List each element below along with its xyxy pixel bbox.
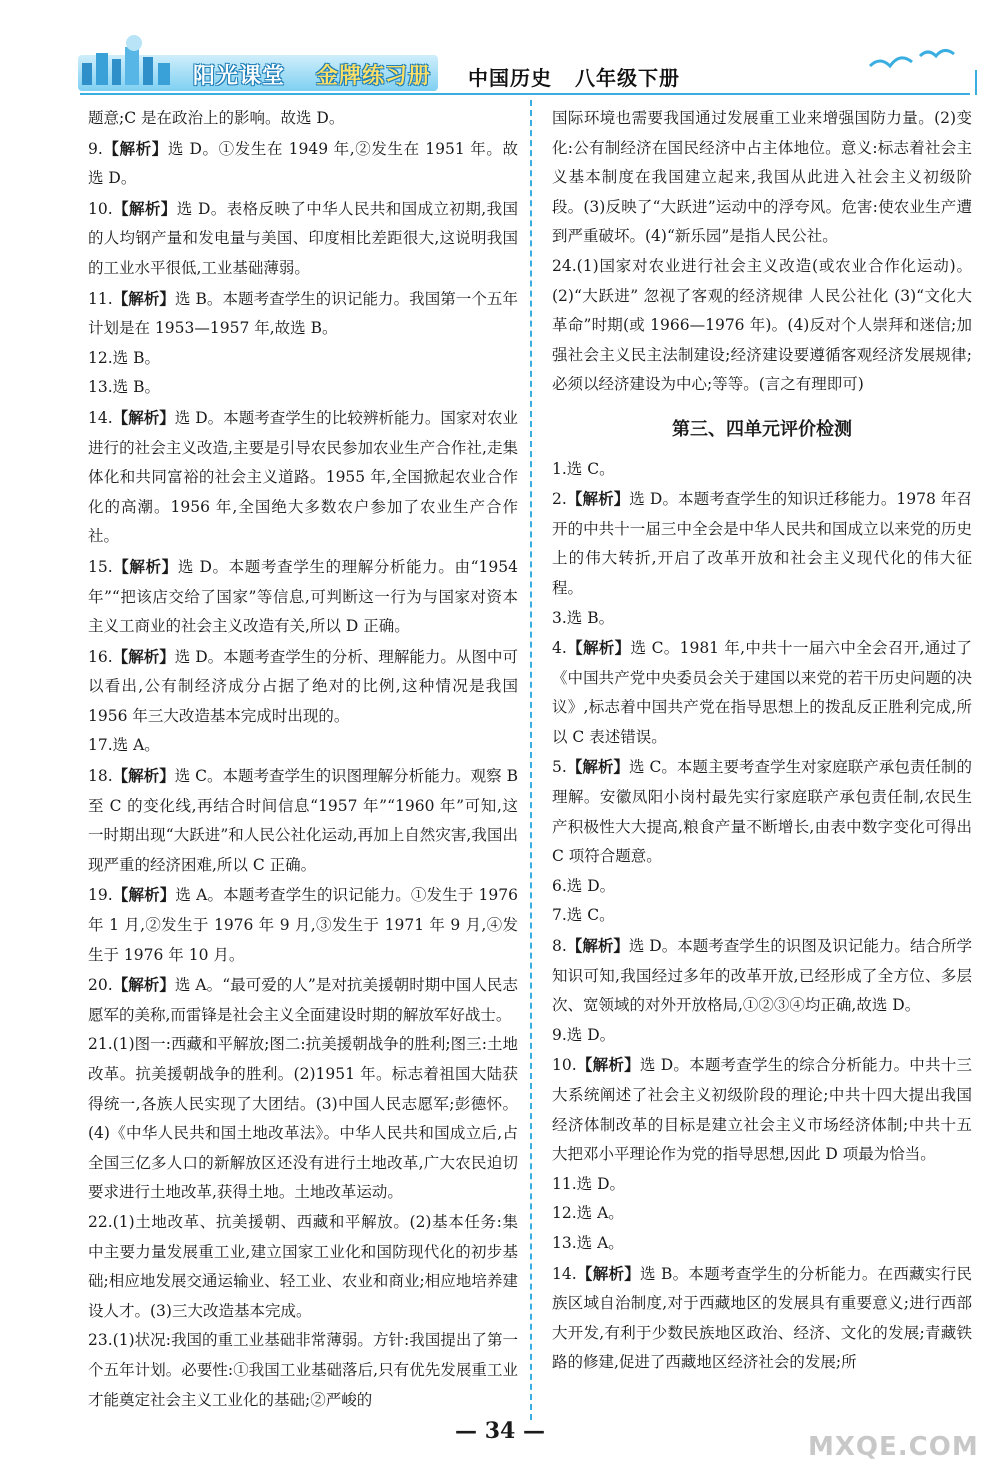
- answer-item: [88, 731, 518, 761]
- analysis-label: 【解析】: [112, 407, 175, 427]
- answer-item: [88, 761, 518, 880]
- brand-banner: [78, 55, 438, 91]
- answer-item: [88, 344, 518, 374]
- answer-item: [88, 1208, 518, 1326]
- answer-text: 选 B。本题考查学生的分析能力。在西藏实行民族区域自治制度,对于西藏地区的发展具有重要意义;进行西部大开发,有利于少数民族地区政治、经济、文化的发展;青藏铁路的修建,促进了西藏地区经济社会的发展;所: [552, 1264, 972, 1372]
- answer-number: 8.: [552, 937, 567, 956]
- answer-number: 17.: [88, 736, 113, 755]
- answer-text: 选 D。本题考查学生的综合分析能力。中共十三大系统阐述了社会主义初级阶段的理论;中共十四大提出我国经济体制改革的目标是建立社会主义市场经济体制;中共十五大把邓小平理论作为党的指导思想,因此 D 项最为恰当。: [552, 1056, 972, 1164]
- analysis-label: 【解析】: [112, 556, 178, 576]
- answer-item: [552, 1259, 972, 1378]
- analysis-label: 【解析】: [576, 1263, 641, 1283]
- answer-number: 6.: [552, 876, 567, 895]
- analysis-label: 【解析】: [112, 646, 175, 666]
- answer-number: 5.: [552, 758, 567, 777]
- answer-number: 20.: [88, 976, 113, 995]
- answer-number: 21.: [88, 1035, 113, 1054]
- analysis-label: 【解析】: [566, 757, 629, 777]
- series-logo: 阳光课堂: [193, 64, 286, 89]
- page-number: — 34 —: [455, 1418, 545, 1444]
- analysis-label: 【解析】: [566, 638, 631, 658]
- answer-number: 23.: [88, 1331, 113, 1350]
- answer-item: [552, 1050, 972, 1169]
- answer-number: 3.: [552, 608, 567, 627]
- answer-text: (1)图一:西藏和平解放;图二:抗美援朝战争的胜利;图三:土地改革。抗美援朝战争的胜利。(2)1951 年。标志着祖国大陆获得统一,各族人民实现了大团结。(3)中国人民志愿军;彭德怀。(4)《中华人民共和国土地改革法》。中华人民共和国成立后,占全国三亿多人口的新解放区还没有进行土地改革,广大农民迫切要求进行土地改革,获得土地。土地改革运动。: [88, 1035, 518, 1202]
- answer-text: (1)状况:我国的重工业基础非常薄弱。方针:我国提出了第一个五年计划。必要性:①我国工业基础落后,只有优先发展重工业才能奠定社会主义工业化的基础;②严峻的: [88, 1331, 518, 1409]
- answer-text: 题意;C 是在政治上的影响。故选 D。: [88, 109, 345, 127]
- answer-text: 选 D。: [576, 1174, 626, 1193]
- answer-item: [88, 403, 518, 552]
- answer-number: 19.: [88, 886, 113, 905]
- answer-text: 选 A。“最可爱的人”是对抗美援朝时期中国人民志愿军的美称,而雷锋是社会主义全面建设时期的解放军好战士。: [88, 976, 518, 1024]
- subject-title: 中国历史: [468, 66, 552, 90]
- answer-number: 15.: [88, 557, 113, 576]
- answer-number: 10.: [552, 1056, 577, 1075]
- answer-item: [88, 970, 518, 1030]
- answer-item: [88, 552, 518, 642]
- analysis-label: 【解析】: [112, 198, 177, 218]
- analysis-label: 【解析】: [102, 138, 168, 158]
- answer-item: [88, 642, 518, 732]
- answer-item: [552, 1199, 972, 1229]
- answer-number: 24.: [552, 256, 577, 275]
- series-brand: 金牌练习册: [316, 64, 432, 89]
- answer-text: 选 D。本题考查学生的知识迁移能力。1978 年召开的中共十一届三中全会是中华人民共和国成立以来党的历史上的伟大转折,开启了改革开放和社会主义现代化的伟大征程。: [552, 490, 972, 597]
- answer-text: 选 B。: [112, 378, 160, 397]
- answer-number: 9.: [552, 1025, 567, 1044]
- answer-text: (1)国家对农业进行社会主义改造(或农业合作化运动)。(2)“大跃进” 忽视了客观的经济规律 人民公社化 (3)“文化大革命”时期(或 1966—1976 年)。(4)反对个人崇拜和迷信;加强社会主义民主法制建设;经济建设要遵循客观经济发展规律;必须以经济建设为中心;等等。(言之有理即可): [552, 256, 972, 394]
- answer-item: [88, 104, 518, 134]
- analysis-label: 【解析】: [112, 885, 176, 905]
- analysis-label: 【解析】: [576, 1055, 640, 1075]
- answer-text: 选 B。: [112, 348, 160, 367]
- answer-number: 12.: [88, 348, 113, 367]
- answer-number: 2.: [552, 490, 567, 509]
- answer-item: [552, 252, 972, 400]
- answer-item: [552, 1021, 972, 1051]
- city-skyline-icon: [76, 33, 186, 85]
- watermark: MXQE.COM: [808, 1432, 979, 1462]
- left-column: [88, 104, 518, 1415]
- answer-text: 选 D。本题考查学生的理解分析能力。由“1954 年”“把该店交给了国家”等信息,可判断这一行为与国家对资本主义工商业的社会主义改造有关,所以 D 正确。: [88, 557, 518, 636]
- answer-item: [552, 104, 972, 252]
- answer-item: [552, 931, 972, 1021]
- answer-text: 选 D。①发生在 1949 年,②发生在 1951 年。故选 D。: [88, 139, 518, 188]
- page-header: [0, 0, 1000, 100]
- analysis-label: 【解析】: [112, 766, 175, 786]
- answer-item: [88, 1030, 518, 1208]
- analysis-label: 【解析】: [566, 936, 629, 956]
- header-side-rule: [975, 70, 977, 95]
- analysis-label: 【解析】: [112, 975, 175, 995]
- answer-number: 1.: [552, 459, 567, 478]
- answer-text: 选 D。本题考查学生的比较辨析能力。国家对农业进行的社会主义改造,主要是引导农民参加农业生产合作社,走集体化和共同富裕的社会主义道路。1955 年,全国掀起农业合作化的高潮。1956 年,全国绝大多数农户参加了农业生产合作社。: [88, 408, 518, 546]
- answer-text: 选 A。: [576, 1204, 624, 1223]
- birds-icon: [860, 38, 970, 83]
- answer-text: 选 C。: [566, 906, 615, 925]
- answer-number: 16.: [88, 647, 113, 666]
- answer-item: [552, 633, 972, 752]
- answer-item: [88, 284, 518, 344]
- analysis-label: 【解析】: [566, 489, 630, 509]
- right-column: [552, 104, 972, 1378]
- column-divider: [530, 100, 532, 1420]
- answer-text: 选 D。本题考查学生的分析、理解能力。从图中可以看出,公有制经济成分占据了绝对的比例,这种情况是我国 1956 年三大改造基本完成时出现的。: [88, 647, 518, 725]
- answer-number: 11.: [88, 289, 113, 308]
- answer-number: 11.: [552, 1174, 577, 1193]
- answer-text: 选 C。: [566, 459, 615, 478]
- answer-item: [88, 373, 518, 403]
- answer-number: 4.: [552, 639, 567, 658]
- answer-item: [552, 604, 972, 634]
- answer-text: 选 A。: [112, 736, 160, 755]
- answer-number: 10.: [88, 199, 113, 218]
- answer-item: [552, 484, 972, 603]
- answer-item: [552, 901, 972, 931]
- answer-item: [88, 134, 518, 194]
- answer-text: 选 C。本题考查学生的识图理解分析能力。观察 B 至 C 的变化线,再结合时间信息“1957 年”“1960 年”可知,这一时期出现“大跃进”和人民公社化运动,再加上自然灾害,我国出现严重的经济困难,所以 C 正确。: [88, 767, 518, 874]
- answer-text: 选 C。1981 年,中共十一届六中全会召开,通过了《中国共产党中央委员会关于建国以来党的若干历史问题的决议》,标志着中国共产党在指导思想上的拨乱反正胜利完成,所以 C 表述错误。: [552, 639, 972, 746]
- answer-item: [88, 880, 518, 970]
- answer-item: [88, 194, 518, 284]
- header-rule: [80, 93, 970, 95]
- answer-text: 选 D。表格反映了中华人民共和国成立初期,我国的人均钢产量和发电量与美国、印度相比差距很大,这说明我国的工业水平很低,工业基础薄弱。: [88, 199, 518, 277]
- answer-number: 12.: [552, 1204, 577, 1223]
- answer-number: 14.: [88, 408, 113, 427]
- answer-item: [552, 1229, 972, 1259]
- grade-title: 八年级下册: [575, 66, 680, 90]
- answer-item: [552, 752, 972, 871]
- answer-text: 选 B。本题考查学生的识记能力。我国第一个五年计划是在 1953—1957 年,故选 B。: [88, 289, 518, 338]
- answer-number: 14.: [552, 1264, 577, 1283]
- answer-item: [88, 1326, 518, 1415]
- answer-text: 选 A。本题考查学生的识记能力。①发生于 1976 年 1 月,②发生于 1976 年 9 月,③发生于 1971 年 9 月,④发生于 1976 年 10 月。: [88, 886, 518, 964]
- answer-number: 13.: [88, 378, 113, 397]
- answer-item: [552, 872, 972, 902]
- answer-text: 选 D。: [566, 876, 616, 895]
- answer-item: [552, 455, 972, 485]
- answer-text: 国际环境也需要我国通过发展重工业来增强国防力量。(2)变化:公有制经济在国民经济中占主体地位。意义:标志着社会主义基本制度在我国建立起来,我国从此进入社会主义初级阶段。(3)反映了“大跃进”运动中的浮夸风。危害:使农业生产遭到严重破坏。(4)“新乐园”是指人民公社。: [552, 109, 972, 246]
- answer-number: 9.: [88, 139, 103, 158]
- answer-number: 18.: [88, 767, 113, 786]
- answer-text: 选 D。: [566, 1025, 616, 1044]
- analysis-label: 【解析】: [112, 288, 175, 308]
- answer-number: 7.: [552, 906, 567, 925]
- answer-number: 22.: [88, 1212, 113, 1231]
- answer-text: 选 D。本题考查学生的识图及识记能力。结合所学知识可知,我国经过多年的改革开放,已经形成了全方位、多层次、宽领域的对外开放格局,①②③④均正确,故选 D。: [552, 937, 972, 1015]
- answer-text: 选 C。本题主要考查学生对家庭联产承包责任制的理解。安徽凤阳小岗村最先实行家庭联产承包责任制,农民生产积极性大大提高,粮食产量不断增长,由表中数字变化可得出 C 项符合题意。: [552, 758, 972, 866]
- section-title: 第三、四单元评价检测: [672, 418, 852, 440]
- answer-number: 13.: [552, 1233, 577, 1252]
- answer-text: 选 B。: [566, 608, 615, 627]
- answer-text: (1)土地改革、抗美援朝、西藏和平解放。(2)基本任务:集中主要力量发展重工业,建立国家工业化和国防现代化的初步基础;相应地发展交通运输业、轻工业、农业和商业;相应地培养建设人才。(3)三大改造基本完成。: [88, 1212, 518, 1320]
- answer-text: 选 A。: [576, 1233, 624, 1252]
- answer-item: [552, 1170, 972, 1200]
